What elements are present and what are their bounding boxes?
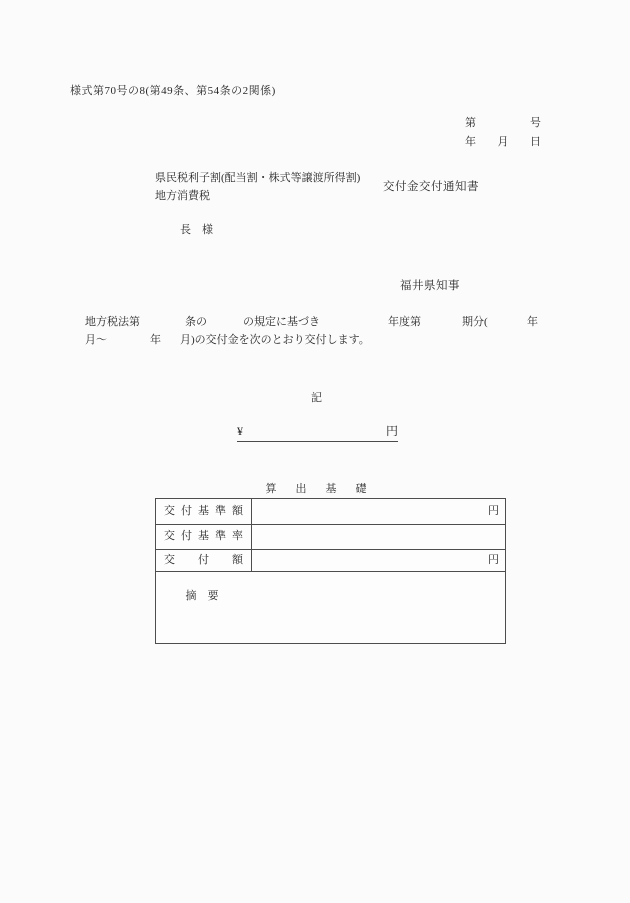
title-notice: 交付金交付通知書 <box>383 181 479 193</box>
table-row <box>156 525 505 550</box>
body-segment: の規定に基づき <box>243 316 320 328</box>
body-segment: 年度第 <box>388 316 421 328</box>
body-segment: 年 <box>527 316 538 328</box>
addressee-line: 長 様 <box>180 224 213 236</box>
yen-unit-label: 円 <box>385 424 398 438</box>
body-segment: 期分( <box>462 316 488 328</box>
date-day-label: 日 <box>530 136 541 148</box>
body-segment: 月～ <box>85 334 107 346</box>
title-tax-line1: 県民税利子割(配当割・株式等譲渡所得割) <box>155 172 361 184</box>
remarks-row <box>156 572 505 643</box>
table-row <box>156 499 505 525</box>
remarks-label: 摘 要 <box>185 589 219 602</box>
yen-unit-label: 円 <box>488 505 499 517</box>
body-segment: 地方税法第 <box>85 316 140 328</box>
date-year-label: 年 <box>465 136 476 148</box>
calculation-table <box>155 498 506 644</box>
body-segment: 年 <box>150 334 161 346</box>
table-row <box>156 550 505 572</box>
sender-governor: 福井県知事 <box>400 280 460 292</box>
amount-line <box>237 424 398 442</box>
row-value-cell <box>252 550 505 571</box>
document-number-line <box>465 117 541 131</box>
body-segment: 月)の交付金を次のとおり交付します。 <box>180 334 370 346</box>
form-number: 様式第70号の8(第49条、第54条の2関係) <box>70 85 276 97</box>
section-marker: 記 <box>311 392 322 404</box>
calculation-table-title: 算 出 基 礎 <box>265 483 371 495</box>
date-month-label: 月 <box>497 136 509 148</box>
row-label-grant-amount: 交付額 <box>156 550 252 571</box>
doc-number-prefix: 第 <box>465 117 476 129</box>
row-label-grant-base-amount: 交付基準額 <box>156 499 252 524</box>
date-line <box>465 136 541 150</box>
row-label-grant-base-rate: 交付基準率 <box>156 525 252 549</box>
row-value-cell <box>252 499 505 524</box>
doc-number-suffix: 号 <box>530 117 541 129</box>
body-segment: 条の <box>185 316 207 328</box>
yen-unit-label: 円 <box>488 554 499 566</box>
title-tax-line2: 地方消費税 <box>155 190 210 202</box>
currency-symbol: ¥ <box>237 424 243 438</box>
row-value-cell <box>252 525 505 549</box>
